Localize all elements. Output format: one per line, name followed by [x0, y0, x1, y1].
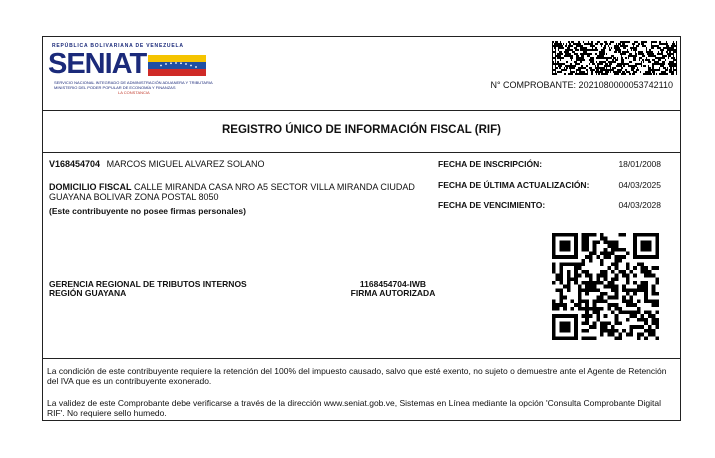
- taxpayer-name: MARCOS MIGUEL ALVAREZ SOLANO: [106, 159, 265, 169]
- date-row-vencimiento: [438, 200, 661, 212]
- firma-block: [343, 280, 443, 298]
- date-label: FECHA DE ÚLTIMA ACTUALIZACIÓN:: [438, 180, 590, 190]
- comprobante-number: N° COMPROBANTE: 2021080000053742110: [490, 80, 673, 90]
- firma-label: FIRMA AUTORIZADA: [350, 288, 436, 298]
- domicilio-label: DOMICILIO FISCAL: [49, 182, 132, 192]
- qr-code-image: [552, 233, 659, 340]
- logo-subtitle-1: SERVICIO NACIONAL INTEGRADO DE ADMINISTRACIÓN ADUANERA Y TRIBUTARIA: [54, 80, 213, 85]
- taxpayer-id-line: [49, 159, 264, 169]
- logo-republic-text: REPÚBLICA BOLIVARIANA DE VENEZUELA: [52, 43, 184, 49]
- date-value: 04/03/2025: [618, 180, 661, 190]
- logo-wordmark: SENIAT: [48, 48, 147, 80]
- retention-note: La condición de este contribuyente requiere la retención del 100% del impuesto causado, salvo que esté exento, no sujeto o demuestre ante el Agente de Retención del IVA que es un contribuyente exonerado.: [47, 366, 667, 386]
- validity-note: La validez de este Comprobante debe verificarse a través de la dirección www.seniat.gob.ve, Sistemas en Línea mediante la opción 'Consulta Comprobante Digital RIF'. No requiere sello humedo.: [47, 398, 661, 418]
- rif-certificate: [42, 36, 681, 421]
- title-section: [43, 110, 680, 153]
- domicilio-block: [49, 182, 434, 202]
- gerencia-block: [49, 280, 247, 298]
- barcode-image: [552, 41, 677, 75]
- date-row-actualizacion: [438, 180, 661, 192]
- date-value: 04/03/2028: [618, 200, 661, 210]
- firma-code: 1168454704-IWB: [359, 279, 427, 289]
- date-row-inscripcion: [438, 159, 661, 171]
- date-label: FECHA DE VENCIMIENTO:: [438, 200, 546, 210]
- date-label: FECHA DE INSCRIPCIÓN:: [438, 159, 543, 169]
- gerencia-line-2: REGIÓN GUAYANA: [49, 288, 127, 298]
- gerencia-line-1: GERENCIA REGIONAL DE TRIBUTOS INTERNOS: [49, 279, 247, 289]
- logo-subtitle-2: MINISTERIO DEL PODER POPULAR DE ECONOMÍA Y FINANZAS: [54, 85, 176, 90]
- certificate-header: [43, 37, 680, 111]
- logo-subtitle-3: LA CONSTANCIA: [118, 90, 150, 95]
- date-value: 18/01/2008: [618, 159, 661, 169]
- document-title: REGISTRO ÚNICO DE INFORMACIÓN FISCAL (RIF): [222, 124, 501, 136]
- taxpayer-section: [43, 152, 680, 359]
- legal-notes: [43, 358, 680, 420]
- domicilio-address: CALLE MIRANDA CASA NRO A5 SECTOR VILLA MIRANDA CIUDAD GUAYANA BOLIVAR ZONA POSTAL 8050: [49, 182, 415, 202]
- rif-number: V168454704: [49, 159, 101, 169]
- seniat-logo: [48, 43, 213, 95]
- no-signatures-note: (Este contribuyente no posee firmas personales): [49, 206, 246, 216]
